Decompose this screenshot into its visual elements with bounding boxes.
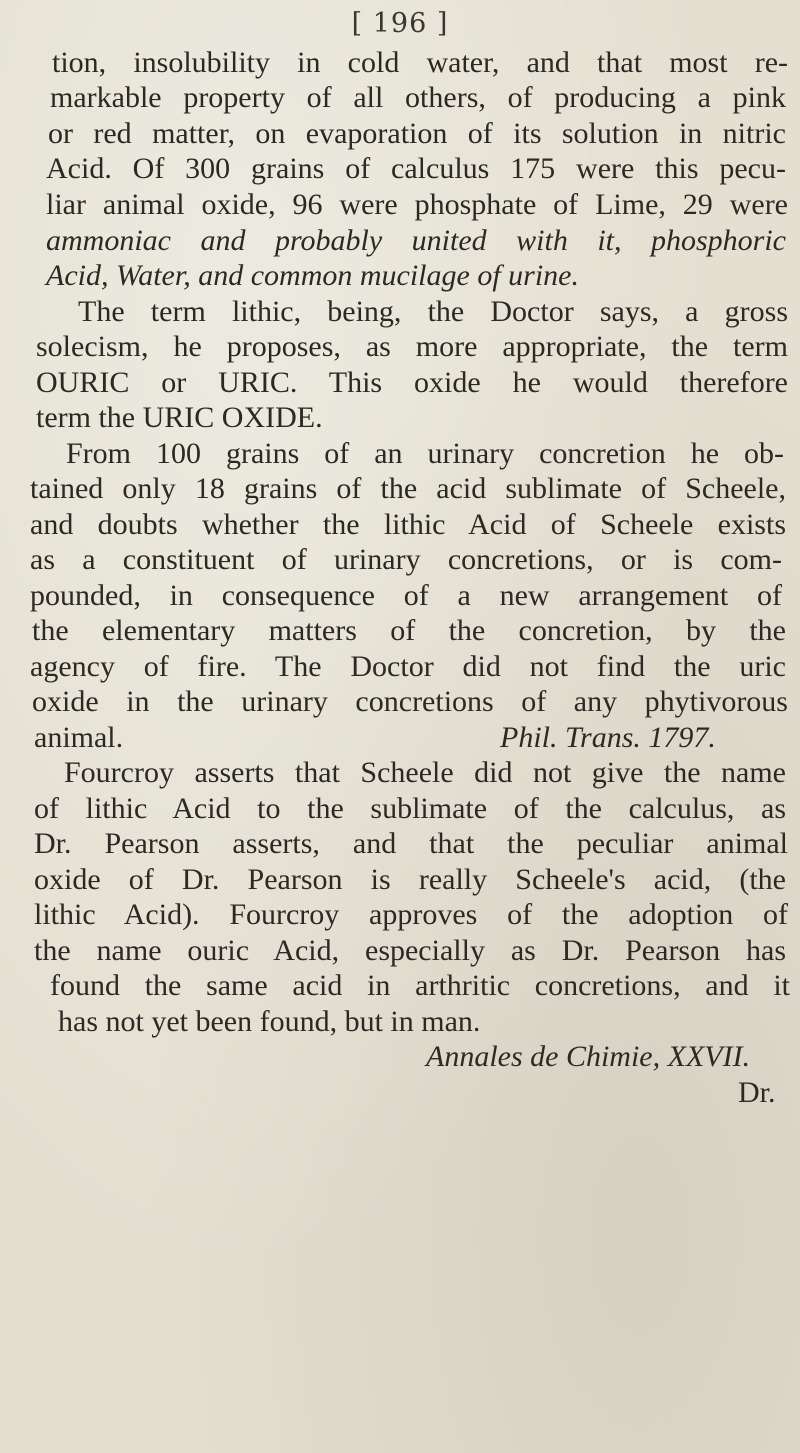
text-line: found the same acid in arthritic concretions, and it: [50, 969, 790, 1002]
page-number: [ 196 ]: [351, 8, 449, 39]
text-line: Fourcroy asserts that Scheele did not give the name: [64, 756, 786, 789]
text-line: markable property of all others, of producing a pink: [50, 81, 786, 114]
text-line: the name ouric Acid, especially as Dr. Pearson has: [34, 934, 786, 967]
text-line: solecism, he proposes, as more appropriate, the term: [36, 330, 788, 363]
text-line: pounded, in consequence of a new arrangement of: [30, 579, 782, 612]
text-line: animal.: [34, 721, 124, 754]
text-line: the elementary matters of the concretion, by the: [32, 614, 786, 647]
text-line: and doubts whether the lithic Acid of Scheele exists: [30, 508, 786, 541]
text-line: oxide of Dr. Pearson is really Scheele's acid, (the: [34, 863, 786, 896]
catchword: Dr.: [738, 1076, 776, 1109]
text-line: ammoniac and probably united with it, phosphoric: [46, 224, 786, 257]
text-line: has not yet been found, but in man.: [58, 1005, 481, 1038]
text-line: Dr. Pearson asserts, and that the peculiar animal: [34, 827, 788, 860]
text-line: tion, insolubility in cold water, and that most re-: [52, 46, 788, 79]
text-line: Acid. Of 300 grains of calculus 175 were this pecu-: [46, 152, 786, 185]
text-line: oxide in the urinary concretions of any phytivorous: [32, 685, 788, 718]
citation: Annales de Chimie, XXVII.: [426, 1040, 751, 1073]
text-line: tained only 18 grains of the acid sublimate of Scheele,: [30, 472, 786, 505]
text-line: as a constituent of urinary concretions, or is com-: [30, 543, 782, 576]
text-line: lithic Acid). Fourcroy approves of the adoption of: [34, 898, 788, 931]
text-line: liar animal oxide, 96 were phosphate of Lime, 29 were: [46, 188, 788, 221]
text-line: agency of fire. The Doctor did not find the uric: [30, 650, 786, 683]
text-line: of lithic Acid to the sublimate of the calculus, as: [34, 792, 786, 825]
text-line: The term lithic, being, the Doctor says, a gross: [78, 295, 788, 328]
text-line: or red matter, on evaporation of its solution in nitric: [48, 117, 786, 150]
text-line: OURIC or URIC. This oxide he would therefore: [36, 366, 788, 399]
text-line: Acid, Water, and common mucilage of urine.: [46, 259, 579, 292]
citation: Phil. Trans. 1797.: [500, 721, 716, 754]
text-line: term the URIC OXIDE.: [36, 401, 323, 434]
text-line: From 100 grains of an urinary concretion he ob-: [66, 437, 784, 470]
